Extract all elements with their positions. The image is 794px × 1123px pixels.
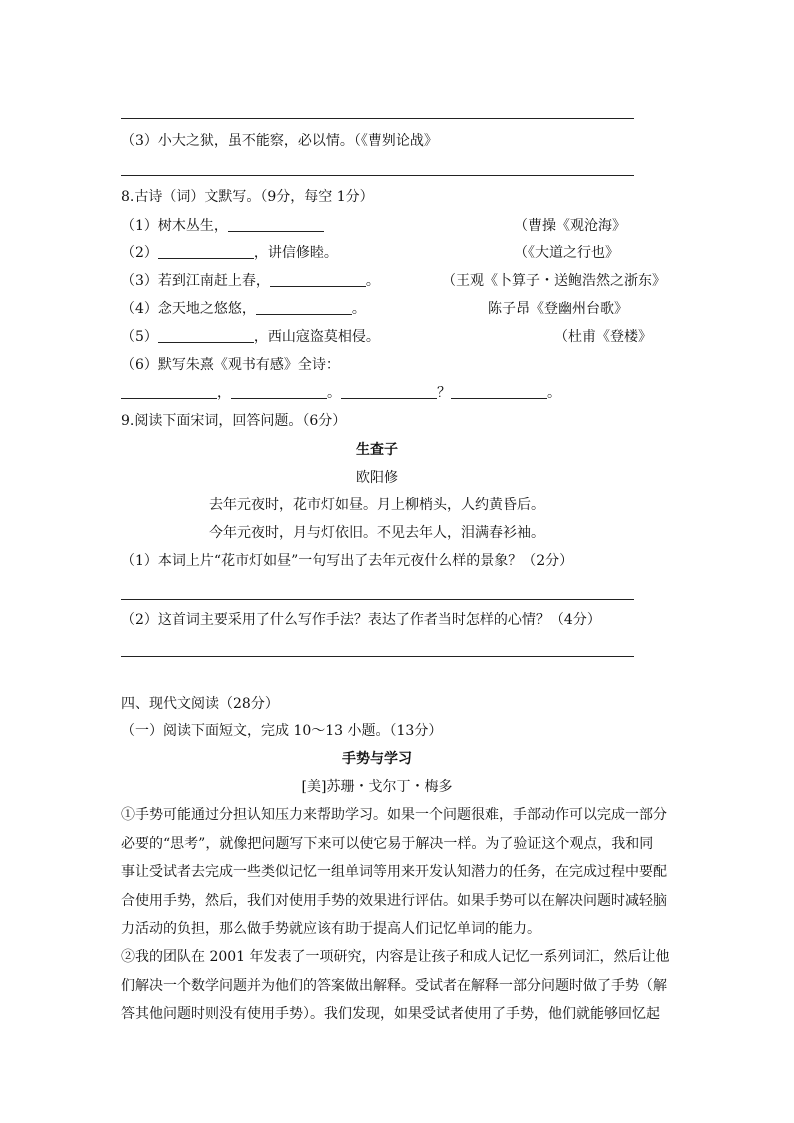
p2-line-3: 答其他问题时则没有使用手势）。我们发现，如果受试者使用了手势，他们就能够回忆起 <box>121 1006 660 1022</box>
q8-item2-prefix: （2） <box>121 245 158 261</box>
q8-item2-blank[interactable] <box>158 243 254 259</box>
q8-item6-blanks <box>121 383 561 403</box>
p1-line-2: 必要的“思考”，就像把问题写下来可以使它易于解决一样。为了验证这个观点，我和同 <box>121 835 654 852</box>
q8-item5-prefix: （5） <box>121 329 158 345</box>
p1-line-4: 合使用手势，然后，我们对使用手势的效果进行评估。如果手势可以在解决问题时减轻脑 <box>121 892 667 909</box>
article-title: 手势与学习 <box>342 751 412 767</box>
q8-item6: （6）默写朱熹《观书有感》全诗： <box>121 357 340 373</box>
q8-item1-source: （曹操《观沧海》 <box>514 218 626 234</box>
q9-heading: 9.阅读下面宋词，回答问题。（6分） <box>121 413 347 429</box>
q8-item4-source: 陈子昂《登幽州台歌》 <box>488 301 628 317</box>
q9-sub1: （1）本词上片“花市灯如昼”一句写出了去年元夜什么样的景象？（2分） <box>121 553 574 569</box>
answer-line-7-2-top <box>121 118 634 119</box>
q8-item1-blank[interactable] <box>228 216 324 232</box>
q8-item6-punct2: 。 <box>327 385 341 401</box>
q8-item6-punct3: ？ <box>437 385 451 401</box>
q8-item3-end: 。 <box>365 273 380 289</box>
article-paragraph-1 <box>121 801 667 944</box>
q8-item6-punct4: 。 <box>547 385 561 401</box>
q8-item5 <box>121 327 380 347</box>
q8-item6-blank2[interactable] <box>231 383 327 399</box>
section4-heading: 四、现代文阅读（28分） <box>121 696 279 712</box>
p1-line-3: 事让受试者去完成一些类似记忆一组单词等用来开发认知潜力的任务，在完成过程中要配 <box>121 864 667 880</box>
q8-item6-punct1: ， <box>217 385 231 401</box>
q8-item4-blank[interactable] <box>256 299 352 315</box>
q8-item1 <box>121 216 324 236</box>
q8-item3-source: （王观《卜算子・送鲍浩然之浙东》 <box>442 273 666 289</box>
q8-heading: 8.古诗（词）文默写。（9分，每空 1分） <box>121 189 374 205</box>
q8-item2-text: ，讲信修睦。 <box>253 245 338 261</box>
q8-item4-end: 。 <box>351 301 366 317</box>
q7-item3: （3）小大之狱，虽不能察，必以情。（《曹刿论战》 <box>121 133 438 149</box>
q8-item4-text: （4）念天地之悠悠， <box>121 301 256 317</box>
q8-item6-blank4[interactable] <box>451 383 547 399</box>
q8-item2 <box>121 243 338 263</box>
article-author: [美]苏珊・戈尔丁・梅多 <box>301 779 453 795</box>
section4-part1: （一）阅读下面短文，完成 10～13 小题。（13分） <box>121 723 443 739</box>
q8-item6-blank3[interactable] <box>341 383 437 399</box>
p2-line-2: 们解决一个数学问题并为他们的答案做出解释。受试者在解释一部分问题时做了手势（解 <box>121 977 667 994</box>
q8-item1-text: （1）树木丛生， <box>121 218 228 234</box>
poem-author: 欧阳修 <box>356 470 398 486</box>
poem-title: 生查子 <box>356 442 398 458</box>
p1-line-1: ①手势可能通过分担认知压力来帮助学习。如果一个问题很难，手部动作可以完成一部分 <box>121 807 667 823</box>
q8-item2-source: （《大道之行也》 <box>514 245 619 261</box>
p2-line-1: ②我的团队在 2001 年发表了一项研究，内容是让孩子和成人记忆一系列词汇，然后让他 <box>121 949 670 965</box>
q8-item6-blank1[interactable] <box>121 383 217 399</box>
q8-item3-text: （3）若到江南赶上春， <box>121 273 270 289</box>
q8-item5-text: ，西山寇盗莫相侵。 <box>253 329 380 345</box>
article-paragraph-2 <box>121 943 670 1029</box>
q8-item4 <box>121 299 366 319</box>
q8-item3 <box>121 271 380 291</box>
q8-item3-blank[interactable] <box>270 271 366 287</box>
p1-line-5: 力活动的负担，那么做手势就应该有助于提高人们记忆单词的能力。 <box>121 921 541 937</box>
q8-item5-blank[interactable] <box>158 327 254 343</box>
q8-item5-source: （杜甫《登楼》 <box>554 329 652 345</box>
q9-sub2: （2）这首词主要采用了什么写作手法？表达了作者当时怎样的心情？（4分） <box>121 612 601 628</box>
answer-line-9-1[interactable] <box>121 599 634 600</box>
poem-line-2: 今年元夜时，月与灯依旧。不见去年人，泪满春衫袖。 <box>209 525 545 541</box>
answer-line-9-2[interactable] <box>121 656 634 657</box>
answer-line-7-3 <box>121 175 634 176</box>
poem-line-1: 去年元夜时，花市灯如昼。月上柳梢头，人约黄昏后。 <box>209 497 545 513</box>
